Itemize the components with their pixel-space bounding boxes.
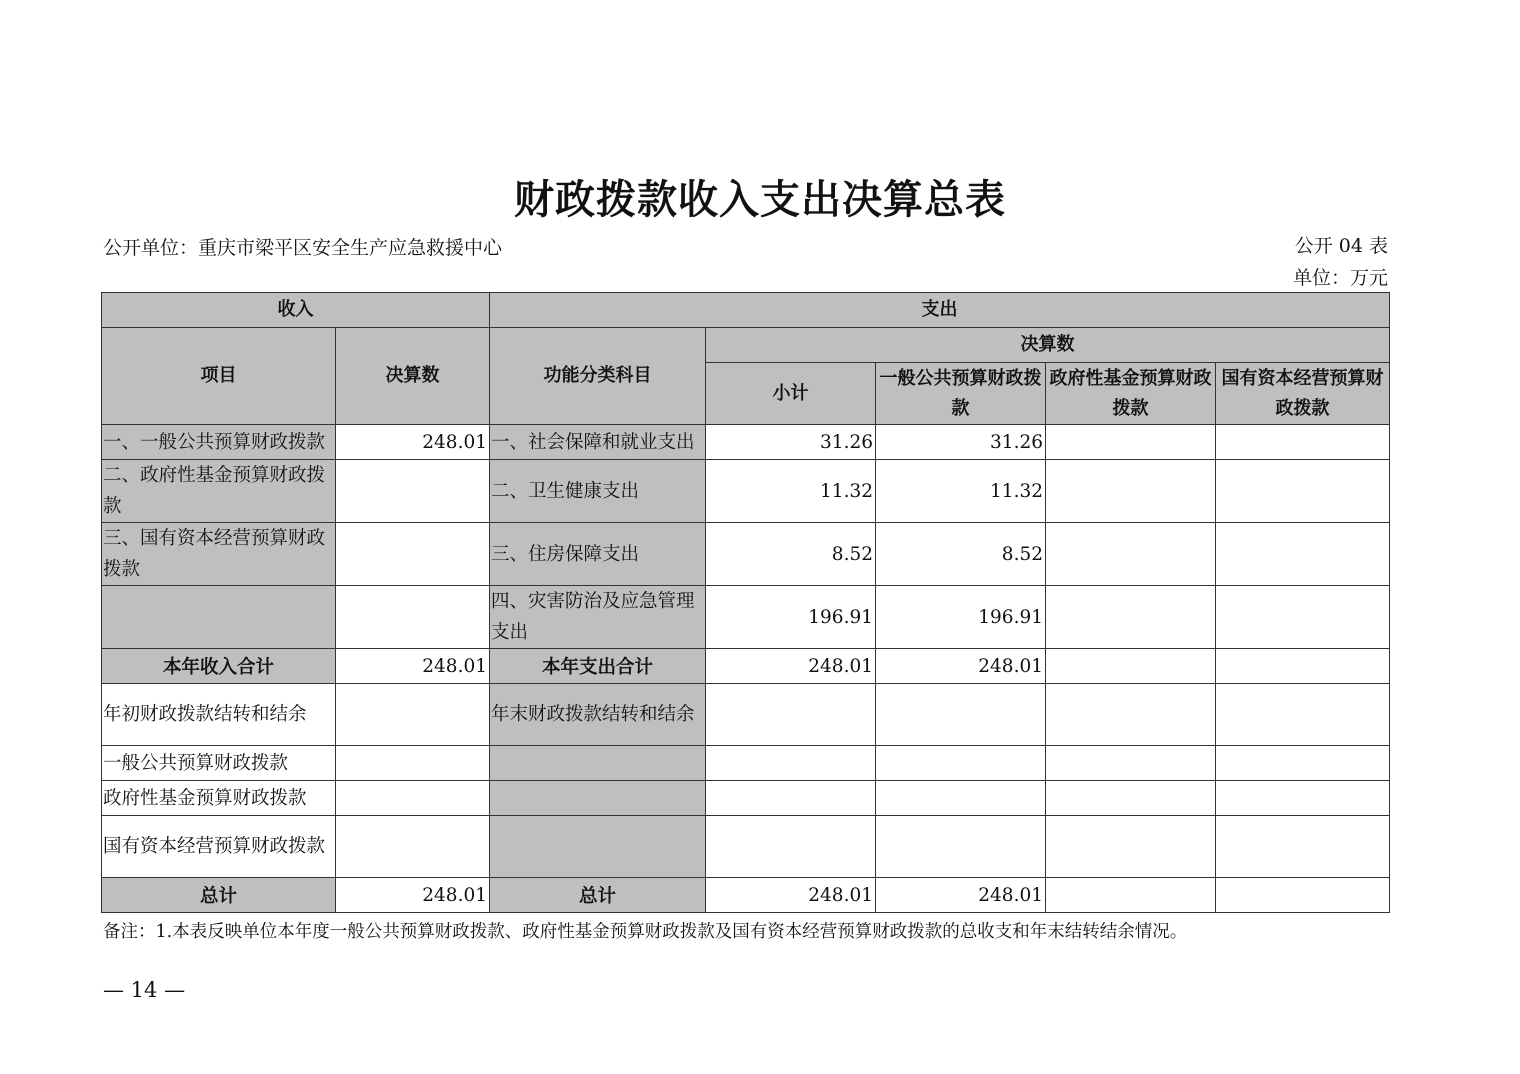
fund-cell bbox=[1046, 746, 1216, 781]
subtotal-cell bbox=[706, 781, 876, 816]
table-row bbox=[102, 746, 1390, 781]
general-cell: 248.01 bbox=[876, 649, 1046, 684]
general-cell: 248.01 bbox=[876, 878, 1046, 913]
general-cell: 196.91 bbox=[876, 586, 1046, 649]
general-cell: 11.32 bbox=[876, 460, 1046, 523]
item-cell: 一般公共预算财政拨款 bbox=[102, 746, 336, 781]
income-header: 收入 bbox=[102, 293, 490, 328]
subtotal-cell: 248.01 bbox=[706, 649, 876, 684]
item-cell: 政府性基金预算财政拨款 bbox=[102, 781, 336, 816]
table-row bbox=[102, 781, 1390, 816]
soe-budget-header: 国有资本经营预算财政拨款 bbox=[1216, 363, 1390, 425]
fund-budget-header: 政府性基金预算财政拨款 bbox=[1046, 363, 1216, 425]
amount-cell bbox=[336, 586, 490, 649]
general-cell bbox=[876, 781, 1046, 816]
item-cell: 一、一般公共预算财政拨款 bbox=[102, 425, 336, 460]
subtotal-cell: 11.32 bbox=[706, 460, 876, 523]
subtotal-header: 小计 bbox=[706, 363, 876, 425]
table-row bbox=[102, 425, 1390, 460]
soe-cell bbox=[1216, 684, 1390, 746]
soe-cell bbox=[1216, 649, 1390, 684]
amount-cell: 248.01 bbox=[336, 425, 490, 460]
item-cell: 年初财政拨款结转和结余 bbox=[102, 684, 336, 746]
item-cell: 本年收入合计 bbox=[102, 649, 336, 684]
budget-table bbox=[101, 292, 1390, 913]
table-row bbox=[102, 816, 1390, 878]
table-row bbox=[102, 460, 1390, 523]
expense-header: 支出 bbox=[490, 293, 1390, 328]
category-cell bbox=[490, 781, 706, 816]
amount-cell bbox=[336, 781, 490, 816]
soe-cell bbox=[1216, 425, 1390, 460]
amount-cell: 248.01 bbox=[336, 878, 490, 913]
item-header: 项目 bbox=[102, 328, 336, 425]
category-cell: 四、灾害防治及应急管理支出 bbox=[490, 586, 706, 649]
category-cell: 本年支出合计 bbox=[490, 649, 706, 684]
general-cell bbox=[876, 684, 1046, 746]
item-cell: 二、政府性基金预算财政拨款 bbox=[102, 460, 336, 523]
page-number: — 14 — bbox=[103, 978, 186, 1002]
fund-cell bbox=[1046, 781, 1216, 816]
amount-cell bbox=[336, 816, 490, 878]
category-cell: 年末财政拨款结转和结余 bbox=[490, 684, 706, 746]
category-cell: 二、卫生健康支出 bbox=[490, 460, 706, 523]
final-amount-header: 决算数 bbox=[706, 328, 1390, 363]
table-row bbox=[102, 684, 1390, 746]
unit-label: 单位：万元 bbox=[1292, 267, 1388, 289]
soe-cell bbox=[1216, 878, 1390, 913]
general-budget-header: 一般公共预算财政拨款 bbox=[876, 363, 1046, 425]
item-cell: 国有资本经营预算财政拨款 bbox=[102, 816, 336, 878]
category-cell bbox=[490, 746, 706, 781]
soe-cell bbox=[1216, 781, 1390, 816]
subtotal-cell bbox=[706, 816, 876, 878]
amount-header: 决算数 bbox=[336, 328, 490, 425]
subtotal-cell: 196.91 bbox=[706, 586, 876, 649]
subtotal-cell bbox=[706, 684, 876, 746]
category-cell: 一、社会保障和就业支出 bbox=[490, 425, 706, 460]
subtotal-cell bbox=[706, 746, 876, 781]
general-cell bbox=[876, 746, 1046, 781]
soe-cell bbox=[1216, 523, 1390, 586]
fund-cell bbox=[1046, 649, 1216, 684]
fund-cell bbox=[1046, 425, 1216, 460]
fund-cell bbox=[1046, 684, 1216, 746]
amount-cell bbox=[336, 460, 490, 523]
amount-cell bbox=[336, 684, 490, 746]
subtotal-cell: 248.01 bbox=[706, 878, 876, 913]
amount-cell bbox=[336, 746, 490, 781]
soe-cell bbox=[1216, 746, 1390, 781]
soe-cell bbox=[1216, 460, 1390, 523]
category-cell bbox=[490, 816, 706, 878]
category-cell: 总计 bbox=[490, 878, 706, 913]
soe-cell bbox=[1216, 816, 1390, 878]
fund-cell bbox=[1046, 523, 1216, 586]
general-cell: 8.52 bbox=[876, 523, 1046, 586]
subtotal-cell: 31.26 bbox=[706, 425, 876, 460]
table-row bbox=[102, 586, 1390, 649]
general-cell bbox=[876, 816, 1046, 878]
table-number: 公开 04 表 bbox=[1294, 235, 1388, 257]
item-cell: 三、国有资本经营预算财政拨款 bbox=[102, 523, 336, 586]
category-header: 功能分类科目 bbox=[490, 328, 706, 425]
fund-cell bbox=[1046, 816, 1216, 878]
table-row bbox=[102, 878, 1390, 913]
amount-cell bbox=[336, 523, 490, 586]
item-cell bbox=[102, 586, 336, 649]
amount-cell: 248.01 bbox=[336, 649, 490, 684]
category-cell: 三、住房保障支出 bbox=[490, 523, 706, 586]
item-cell: 总计 bbox=[102, 878, 336, 913]
publishing-unit: 公开单位：重庆市梁平区安全生产应急救援中心 bbox=[103, 237, 503, 259]
general-cell: 31.26 bbox=[876, 425, 1046, 460]
table-row bbox=[102, 523, 1390, 586]
fund-cell bbox=[1046, 460, 1216, 523]
fund-cell bbox=[1046, 878, 1216, 913]
page-title: 财政拨款收入支出决算总表 bbox=[514, 177, 1006, 223]
table-row bbox=[102, 649, 1390, 684]
soe-cell bbox=[1216, 586, 1390, 649]
subtotal-cell: 8.52 bbox=[706, 523, 876, 586]
fund-cell bbox=[1046, 586, 1216, 649]
footnote: 备注：1.本表反映单位本年度一般公共预算财政拨款、政府性基金预算财政拨款及国有资本经营预算财政拨款的总收支和年末结转结余情况。 bbox=[103, 922, 1188, 942]
